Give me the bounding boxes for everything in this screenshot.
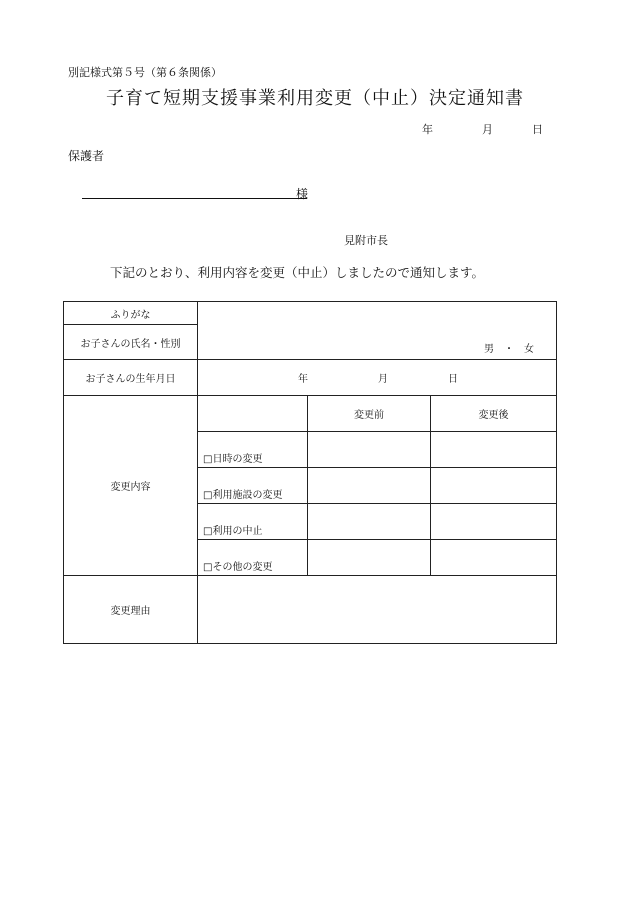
after-cell[interactable] xyxy=(431,504,557,540)
option-datetime-change[interactable]: □日時の変更 xyxy=(198,432,308,468)
before-cell[interactable] xyxy=(308,468,431,504)
birth-row xyxy=(64,360,557,396)
before-cell[interactable] xyxy=(308,432,431,468)
guardian-label: 保護者 xyxy=(68,149,105,163)
mayor-signature: 見附市長 xyxy=(344,234,388,247)
option-facility-change[interactable]: □利用施設の変更 xyxy=(198,468,308,504)
child-name-label: お子さんの氏名・性別 xyxy=(64,325,198,360)
issue-date xyxy=(422,121,543,137)
birth-day-label: 日 xyxy=(448,374,458,385)
date-day-label: 日 xyxy=(532,123,543,136)
reason-label: 変更理由 xyxy=(64,576,198,644)
guardian-name-line xyxy=(82,198,307,199)
reason-field[interactable] xyxy=(198,576,557,644)
after-cell[interactable] xyxy=(431,432,557,468)
reason-row xyxy=(64,576,557,644)
birth-month-label: 月 xyxy=(378,374,388,385)
form-reference: 別記様式第５号（第６条関係） xyxy=(68,66,222,79)
furigana-row xyxy=(64,302,557,325)
change-detail-table xyxy=(63,301,557,644)
birth-label: お子さんの生年月日 xyxy=(64,360,198,396)
intro-text: 下記のとおり、利用内容を変更（中止）しましたので通知します。 xyxy=(110,265,485,280)
before-cell[interactable] xyxy=(308,540,431,576)
change-header-blank xyxy=(198,396,308,432)
option-other-change[interactable]: □その他の変更 xyxy=(198,540,308,576)
after-header: 変更後 xyxy=(431,396,557,432)
child-name-field[interactable] xyxy=(198,302,557,360)
birth-field[interactable] xyxy=(198,360,557,396)
birth-year-label: 年 xyxy=(298,374,308,385)
before-header: 変更前 xyxy=(308,396,431,432)
date-month-label: 月 xyxy=(482,123,493,136)
after-cell[interactable] xyxy=(431,540,557,576)
before-cell[interactable] xyxy=(308,504,431,540)
document-title: 子育て短期支援事業利用変更（中止）決定通知書 xyxy=(106,88,524,109)
gender-options: 男 ・ 女 xyxy=(484,344,535,355)
after-cell[interactable] xyxy=(431,468,557,504)
date-year-label: 年 xyxy=(422,123,433,136)
change-content-label: 変更内容 xyxy=(64,396,198,576)
change-header-row xyxy=(64,396,557,432)
furigana-label: ふりがな xyxy=(64,302,198,325)
honorific: 様 xyxy=(296,187,309,201)
option-cancel-use[interactable]: □利用の中止 xyxy=(198,504,308,540)
